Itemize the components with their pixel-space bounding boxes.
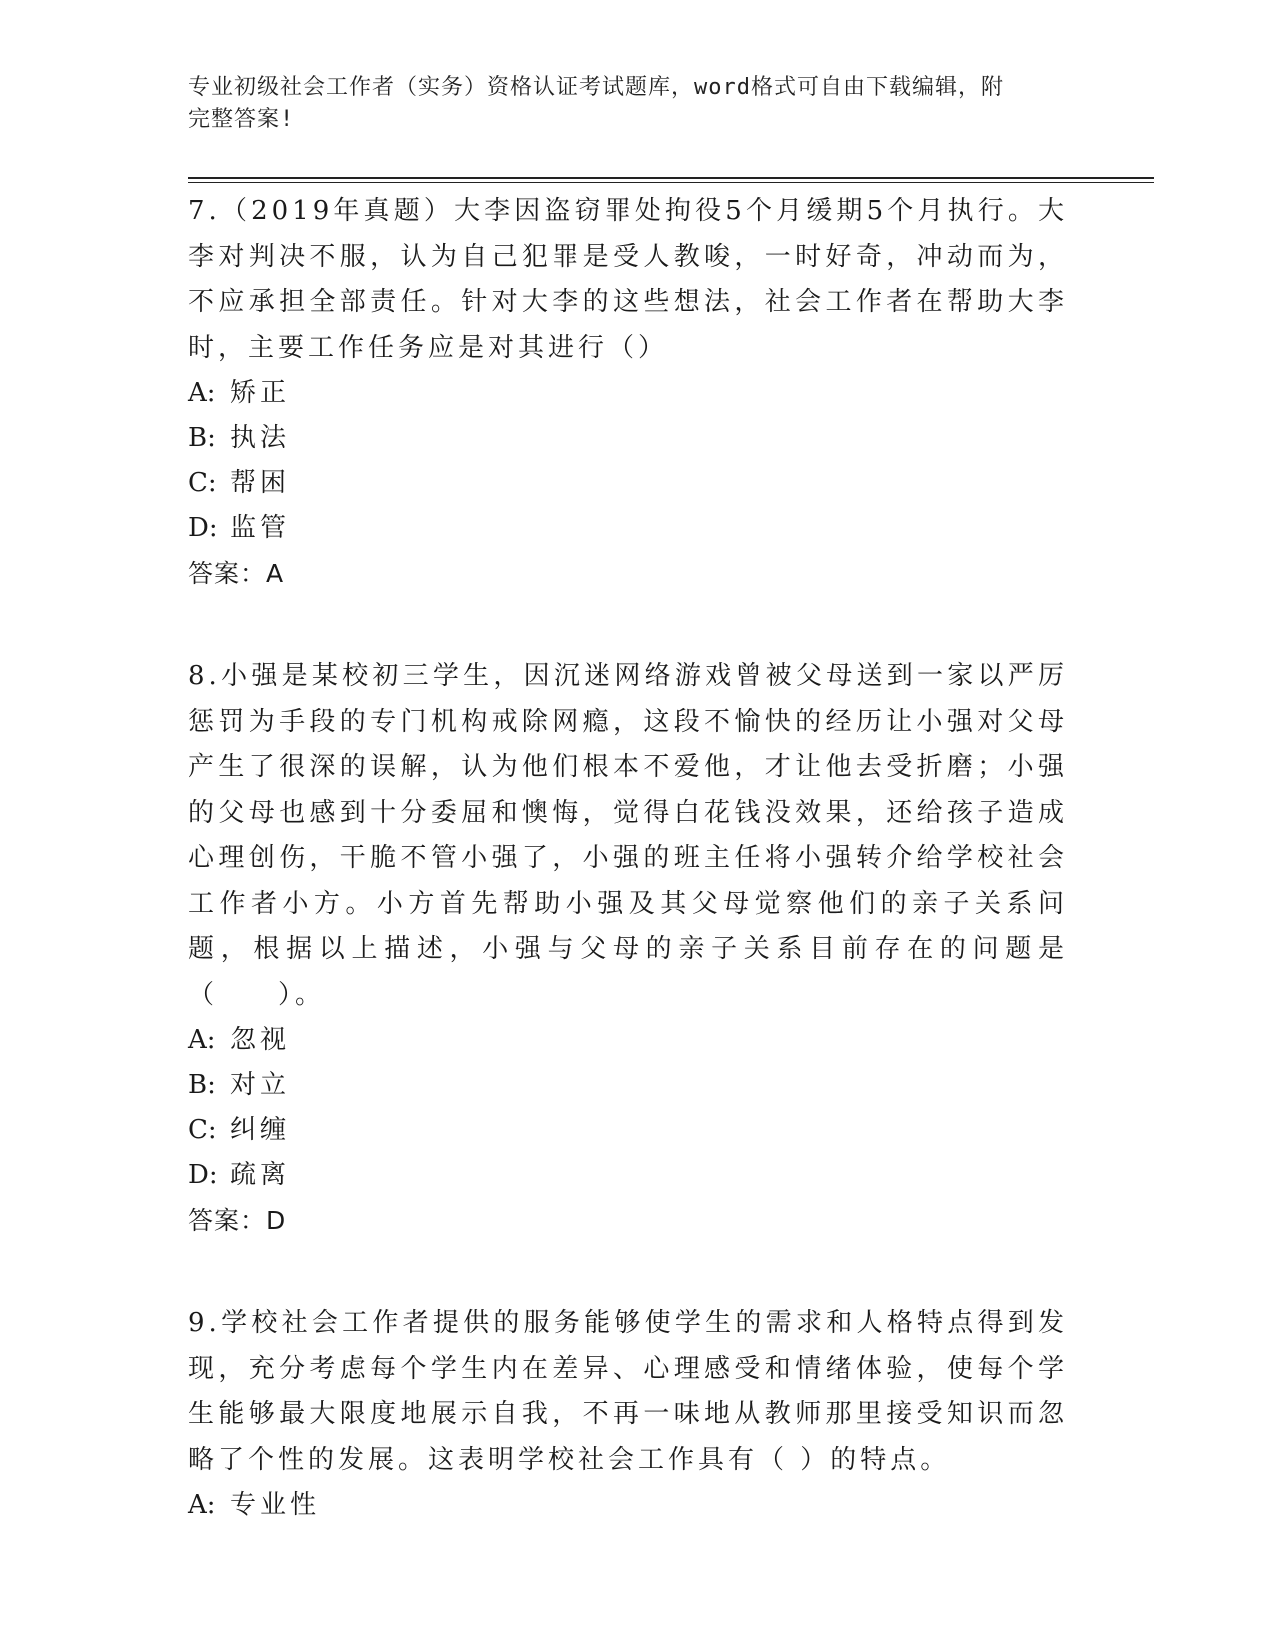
header-divider-thick bbox=[188, 177, 1154, 179]
option-a bbox=[188, 1018, 1068, 1063]
question-list bbox=[188, 189, 1068, 1528]
option-letter: C: bbox=[188, 468, 217, 498]
option-c bbox=[188, 461, 1068, 506]
option-text: 对立 bbox=[230, 1070, 291, 1100]
option-text: 疏离 bbox=[230, 1160, 291, 1190]
option-b bbox=[188, 1063, 1068, 1108]
answer-line: 答案：A bbox=[188, 559, 285, 588]
question-stem: 7.（2019年真题）大李因盗窃罪处拘役5个月缓期5个月执行。大李对判决不服，认为自己犯罪是受人教唆，一时好奇，冲动而为，不应承担全部责任。针对大李的这些想法，社会工作者在帮助大李时，主要工作任务应是对其进行（） bbox=[188, 196, 1068, 363]
option-b bbox=[188, 416, 1068, 461]
option-d bbox=[188, 1153, 1068, 1198]
question-spacer bbox=[188, 1244, 1068, 1301]
question-9 bbox=[188, 1301, 1068, 1528]
option-text: 矫正 bbox=[230, 378, 291, 408]
option-letter: A: bbox=[188, 1025, 216, 1055]
question-8 bbox=[188, 654, 1068, 1244]
question-7 bbox=[188, 189, 1068, 597]
option-letter: A: bbox=[188, 1490, 216, 1520]
answer-line: 答案：D bbox=[188, 1206, 287, 1235]
page-header bbox=[188, 72, 1068, 136]
option-text: 执法 bbox=[230, 423, 291, 453]
option-text: 专业性 bbox=[230, 1490, 321, 1520]
question-stem: 8.小强是某校初三学生，因沉迷网络游戏曾被父母送到一家以严厉惩罚为手段的专门机构戒除网瘾，这段不愉快的经历让小强对父母产生了很深的误解，认为他们根本不爱他，才让他去受折磨；小强的父母也感到十分委屈和懊悔，觉得白花钱没效果，还给孩子造成心理创伤，干脆不管小强了，小强的班主任将小强转介给学校社会工作者小方。小方首先帮助小强及其父母觉察他们的亲子关系问题，根据以上描述，小强与父母的亲子关系目前存在的问题是（ ）。 bbox=[188, 661, 1068, 1010]
option-text: 纠缠 bbox=[230, 1115, 291, 1145]
option-c bbox=[188, 1108, 1068, 1153]
option-text: 忽视 bbox=[230, 1025, 291, 1055]
option-letter: C: bbox=[188, 1115, 217, 1145]
option-letter: B: bbox=[188, 423, 216, 453]
header-divider-thin bbox=[188, 182, 1154, 183]
option-a bbox=[188, 371, 1068, 416]
option-text: 监管 bbox=[230, 513, 291, 543]
question-spacer bbox=[188, 597, 1068, 654]
option-letter: B: bbox=[188, 1070, 216, 1100]
header-title-line-1: 专业初级社会工作者（实务）资格认证考试题库，word格式可自由下载编辑，附 bbox=[188, 75, 1004, 100]
question-stem: 9.学校社会工作者提供的服务能够使学生的需求和人格特点得到发现，充分考虑每个学生内在差异、心理感受和情绪体验，使每个学生能够最大限度地展示自我，不再一味地从教师那里接受知识而忽略了个性的发展。这表明学校社会工作具有（ ）的特点。 bbox=[188, 1308, 1068, 1475]
option-text: 帮困 bbox=[230, 468, 291, 498]
option-d bbox=[188, 506, 1068, 551]
option-letter: A: bbox=[188, 378, 216, 408]
header-title-line-2: 完整答案! bbox=[188, 107, 295, 132]
option-letter: D: bbox=[188, 513, 218, 543]
option-a bbox=[188, 1483, 1068, 1528]
option-letter: D: bbox=[188, 1160, 218, 1190]
